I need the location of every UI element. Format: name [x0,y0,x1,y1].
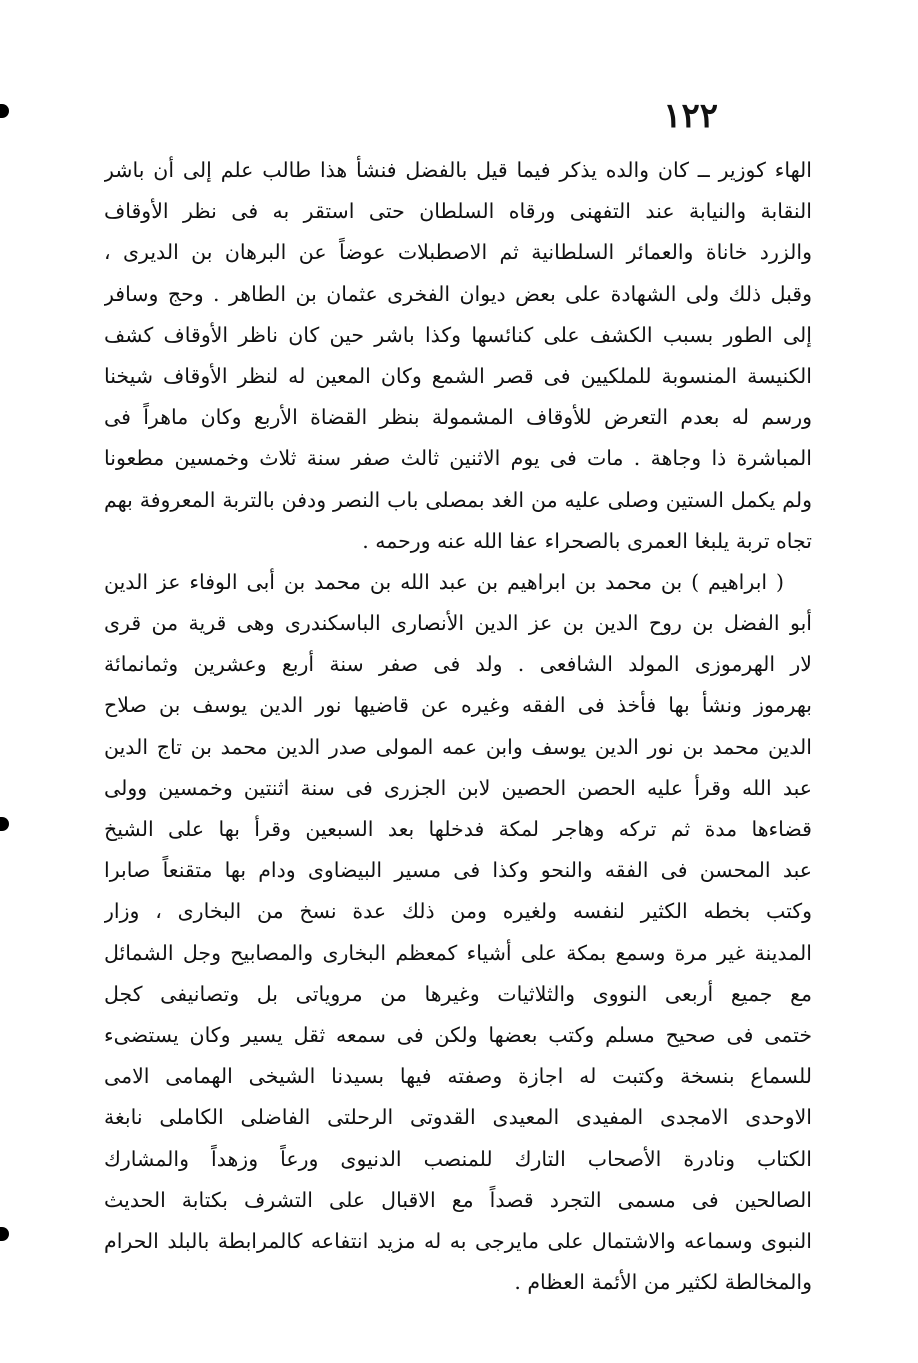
text-line: ولم يكمل الستين وصلى عليه من الغد بمصلى باب النصر ودفن بالتربة المعروفة بهم [104,487,812,512]
text-line: عبد المحسن فى الفقه والنحو وكذا فى مسير البيضاوى ودام بها متقنعاً صابرا [104,858,812,883]
body-text [104,150,812,1303]
text-line: أبو الفضل بن روح الدين بن عز الدين الأنصارى الباسكندرى وهى قرية من قرى [104,611,812,636]
text-line: ورسم له بعدم التعرض للأوقاف المشمولة بنظر القضاة الأربع وكان ماهراً فى [104,405,812,430]
text-line: عبد الله وقرأ عليه الحصن الحصين لابن الجزرى فى سنة اثنتين وخمسين وولى [104,775,812,800]
text-line: مع جميع أربعى النووى والثلاثيات وغيرها من مروياتى بل وتصانيفى كجل [104,981,812,1006]
text-line: والزرد خاناة والعمائر السلطانية ثم الاصطبلات عوضاً عن البرهان بن الديرى ، [104,240,812,265]
text-line: وكتب بخطه الكثير لنفسه ولغيره ومن ذلك عدة نسخ من البخارى ، وزار [104,899,812,924]
text-line: ختمى فى صحيح مسلم وكتب بعضها ولكن فى سمعه ثقل يسير وكان يستضىء [104,1022,812,1047]
page-number: ١٢٢ [663,96,718,136]
text-line: المباشرة ذا وجاهة . مات فى يوم الاثنين ثالث صفر سنة ثلاث وخمسين مطعونا [104,446,812,471]
text-line: الصالحين فى مسمى التجرد قصداً مع الاقبال على التشرف بكتابة الحديث [104,1187,812,1212]
text-line: الكتاب ونادرة الأصحاب التارك للمنصب الدنيوى ورعاً وزهداً والمشارك [104,1146,812,1171]
text-line: الهاء كوزير ــ كان والده يذكر فيما قيل بالفضل فنشأ هذا طالب علم إلى أن باشر [104,158,812,182]
text-line: وقبل ذلك ولى الشهادة على بعض ديوان الفخرى عثمان بن الطاهر . وحج وسافر [104,281,812,306]
text-line: إلى الطور بسبب الكشف على كنائسها وكذا باشر حين كان ناظر الأوقاف كشف [104,322,812,347]
margin-mark [0,104,9,118]
text-line: الاوحدى الامجدى المفيدى المعيدى القدوتى الرحلتى الفاضلى الكاملى نابغة [104,1105,812,1130]
text-line: قضاءها مدة ثم تركه وهاجر لمكة فدخلها بعد السبعين وقرأ بها على الشيخ [104,817,812,841]
text-line: المدينة غير مرة وسمع بمكة على أشياء كمعظم البخارى والمصابيح وجل الشمائل [104,940,812,965]
entry-heading-line: ( ابراهيم ) بن محمد بن ابراهيم بن عبد الله بن محمد بن أبى الوفاء عز الدين [104,569,784,594]
text-line: لار الهرموزى المولد الشافعى . ولد فى صفر سنة أربع وعشرين وثمانمائة [104,652,812,677]
text-line: بهرموز ونشأ بها فأخذ فى الفقه وغيره عن قاضيها نور الدين يوسف بن صلاح [104,693,812,718]
text-line: للسماع بنسخة وكتبت له اجازة وصفته فيها بسيدنا الشيخى الهمامى الامى [104,1064,812,1089]
text-line: النبوى وسماعه والاشتمال على مايرجى به له مزيد انتفاعه كالمرابطة بالبلد الحرام [104,1228,812,1253]
text-line: النقابة والنيابة عند التفهنى ورقاه السلطان حتى استقر به فى نظر الأوقاف [104,199,812,224]
margin-mark [0,817,9,831]
text-line: تجاه تربة يلبغا العمرى بالصحراء عفا الله عنه ورحمه . [362,528,812,553]
margin-mark [0,1227,9,1241]
text-line: الدين محمد بن نور الدين يوسف وابن عمه المولى صدر الدين محمد بن تاج الدين [104,734,812,759]
text-line: والمخالطة لكثير من الأئمة العظام . [514,1270,812,1295]
text-line: الكنيسة المنسوبة للملكيين فى قصر الشمع وكان المعين له لنظر الأوقاف شيخنا [104,363,812,388]
